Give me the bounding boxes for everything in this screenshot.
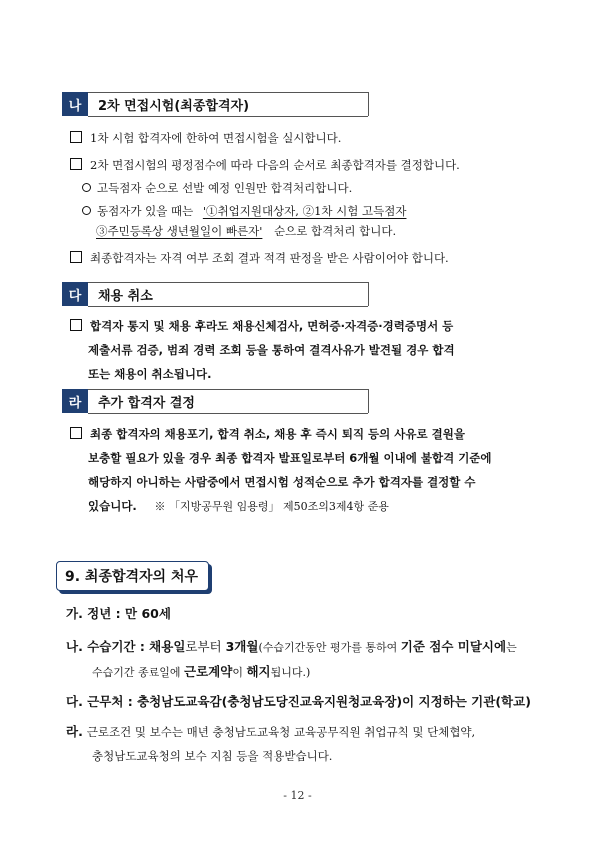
- ra-line-2: 보충할 필요가 있을 경우 최종 합격자 발표일로부터 6개월 이내에 불합격 기준에: [88, 451, 492, 465]
- da-line-2: 제출서류 검증, 범죄 경력 조회 등을 통하여 결격사유가 발견될 경우 합격: [88, 343, 455, 357]
- checkbox-icon: [70, 251, 82, 263]
- da-line-3: 또는 채용이 취소됩니다.: [88, 367, 212, 381]
- section-ra-title: 추가 합격자 결정: [88, 389, 369, 413]
- na-paragraph-2: 2차 면접시험의 평정점수에 따라 다음의 순서로 최종합격자를 결정합니다.: [70, 157, 460, 173]
- na-sub-2: 동점자가 있을 때는 '①취업지원대상자, ②1차 시험 고득점자: [82, 203, 406, 219]
- section-na-letter: 나: [62, 92, 88, 116]
- ra-line-4: 있습니다. ※ 「지방공무원 임용령」 제50조의3제4항 준용: [88, 499, 389, 513]
- section-9-title: 9. 최종합격자의 처우: [56, 561, 209, 591]
- checkbox-icon: [70, 319, 82, 331]
- na-sub-2-cont: ③주민등록상 생년월일이 빠른자' 순으로 합격처리 합니다.: [96, 224, 397, 238]
- item-na-cont: 수습기간 종료일에 근로계약이 해지됩니다.): [92, 664, 311, 679]
- ra-line-3: 해당하지 아니하는 사람중에서 면접시험 성적순으로 추가 합격자를 결정할 수: [88, 475, 476, 489]
- na-paragraph-3: 최종합격자는 자격 여부 조회 결과 적격 판정을 받은 사람이어야 합니다.: [70, 250, 449, 266]
- section-na-title: 2차 면접시험(최종합격자): [88, 92, 369, 116]
- item-ra: 라. 근로조건 및 보수는 매년 충청남도교육청 교육공무직원 취업규칙 및 단체협약,: [66, 724, 476, 739]
- section-da-underline: [88, 306, 368, 307]
- item-da: 다. 근무처 : 충청남도교육감(충청남도당진교육지원청교육장)이 지정하는 기관(학교): [66, 694, 531, 709]
- na-sub-1: 고득점자 순으로 선발 예정 인원만 합격처리합니다.: [82, 180, 352, 196]
- section-da-letter: 다: [62, 282, 88, 306]
- section-na-underline: [88, 116, 368, 117]
- checkbox-icon: [70, 158, 82, 170]
- checkbox-icon: [70, 131, 82, 143]
- section-da-header: [62, 282, 369, 306]
- section-ra-letter: 라: [62, 389, 88, 413]
- section-na-header: [62, 92, 369, 116]
- section-9-heading: [56, 561, 209, 591]
- ra-line-1: 최종 합격자의 채용포기, 합격 취소, 채용 후 즉시 퇴직 등의 사유로 결원을: [70, 426, 465, 442]
- section-ra-header: [62, 389, 369, 413]
- section-da-title: 채용 취소: [88, 282, 369, 306]
- ra-note: ※ 「지방공무원 임용령」 제50조의3제4항 준용: [154, 500, 389, 513]
- item-na: 나. 수습기간 : 채용일로부터 3개월(수습기간동안 평가를 통하여 기준 점수 미달시에는: [66, 639, 517, 654]
- circle-bullet-icon: [82, 206, 91, 215]
- checkbox-icon: [70, 427, 82, 439]
- na-paragraph-1: 1차 시험 합격자에 한하여 면접시험을 실시합니다.: [70, 130, 341, 146]
- item-ra-cont: 충청남도교육청의 보수 지침 등을 적용받습니다.: [92, 749, 333, 763]
- section-ra-underline: [88, 413, 368, 414]
- circle-bullet-icon: [82, 183, 91, 192]
- item-ga: 가. 정년 : 만 60세: [66, 606, 171, 621]
- page-number: - 12 -: [283, 789, 312, 802]
- da-line-1: 합격자 통지 및 채용 후라도 채용신체검사, 면허증·자격증·경력증명서 등: [70, 318, 453, 334]
